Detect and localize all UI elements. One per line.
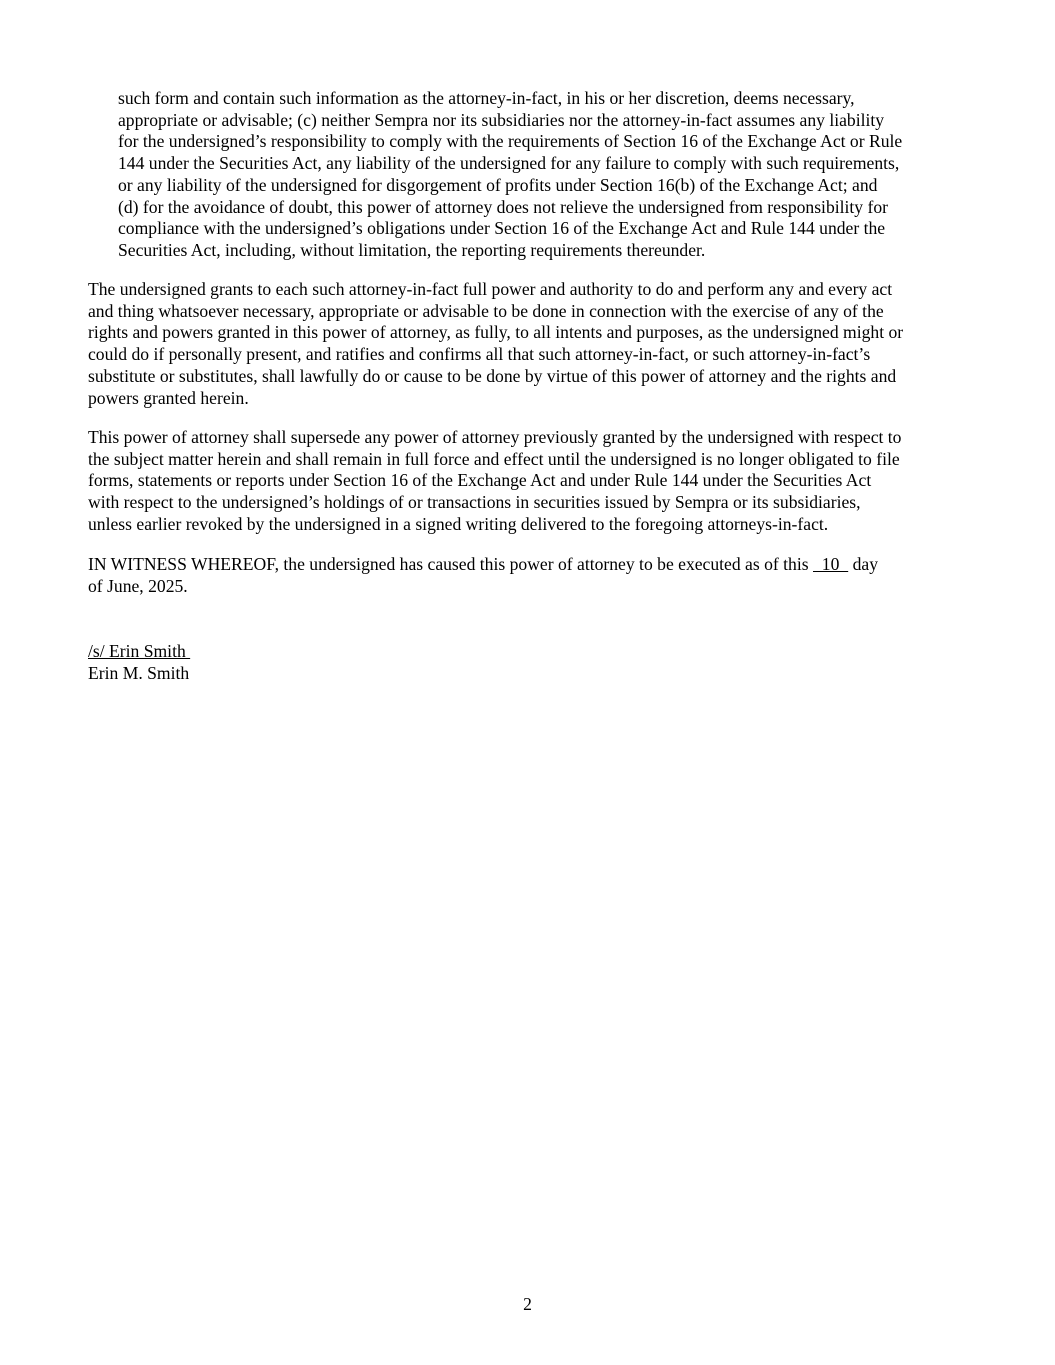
text-line: with respect to the undersigned’s holdings of or transactions in securities issued by Sempra or its subsidiaries, — [88, 492, 861, 513]
text-line: rights and powers granted in this power of attorney, as fully, to all intents and purposes, as the undersigned might or — [88, 322, 904, 343]
text-line: powers granted herein. — [88, 387, 249, 408]
text-line: substitute or substitutes, shall lawfully do or cause to be done by virtue of this power of attorney and the rights and — [88, 365, 897, 386]
witness-text: IN WITNESS WHEREOF, the undersigned has caused this power of attorney to be executed as of this — [88, 554, 813, 574]
paragraph-disclaimers — [118, 88, 1018, 262]
text-line: This power of attorney shall supersede any power of attorney previously granted by the undersigned with respect to — [88, 427, 902, 447]
text-line: (d) for the avoidance of doubt, this power of attorney does not relieve the undersigned from responsibility for — [118, 196, 889, 217]
witness-day-word: day — [848, 554, 878, 574]
text-line: Securities Act, including, without limitation, the reporting requirements thereunder. — [118, 239, 706, 260]
text-line: unless earlier revoked by the undersigned in a signed writing delivered to the foregoing attorneys-in-fact. — [88, 513, 829, 534]
signer-name: Erin M. Smith — [88, 662, 190, 683]
text-line: The undersigned grants to each such attorney-in-fact full power and authority to do and perform any and every act — [88, 279, 893, 299]
text-line: and thing whatsoever necessary, appropriate or advisable to be done in connection with the exercise of any of the — [88, 300, 884, 321]
signature-block — [88, 641, 988, 684]
page-number: 2 — [523, 1294, 532, 1314]
text-line: for the undersigned’s responsibility to comply with the requirements of Section 16 of the Exchange Act or Rule — [118, 131, 903, 152]
witness-line-1 — [88, 554, 988, 576]
witness-line-2: of June, 2025. — [88, 575, 188, 596]
text-line: the subject matter herein and shall remain in full force and effect until the undersigned is no longer obligated to file — [88, 448, 900, 469]
execution-day: 10 — [813, 554, 849, 574]
text-line: could do if personally present, and ratifies and confirms all that such attorney-in-fact, or such attorney-in-fact’s — [88, 344, 871, 365]
paragraph-supersede — [88, 427, 988, 536]
text-line: appropriate or advisable; (c) neither Sempra nor its subsidiaries nor the attorney-in-fact assumes any liability — [118, 109, 885, 130]
text-line: such form and contain such information as the attorney-in-fact, in his or her discretion, deems necessary, — [118, 88, 855, 108]
paragraph-grant-of-authority — [88, 279, 988, 409]
text-line: or any liability of the undersigned for disgorgement of profits under Section 16(b) of the Exchange Act; and — [118, 174, 878, 195]
signature: /s/ Erin Smith — [88, 641, 191, 661]
text-line: forms, statements or reports under Section 16 of the Exchange Act and under Rule 144 under the Securities Act — [88, 470, 872, 491]
witness-clause — [88, 554, 988, 597]
text-line: compliance with the undersigned’s obligations under Section 16 of the Exchange Act and Rule 144 under the — [118, 218, 886, 239]
text-line: 144 under the Securities Act, any liability of the undersigned for any failure to comply with such requirements, — [118, 153, 900, 174]
